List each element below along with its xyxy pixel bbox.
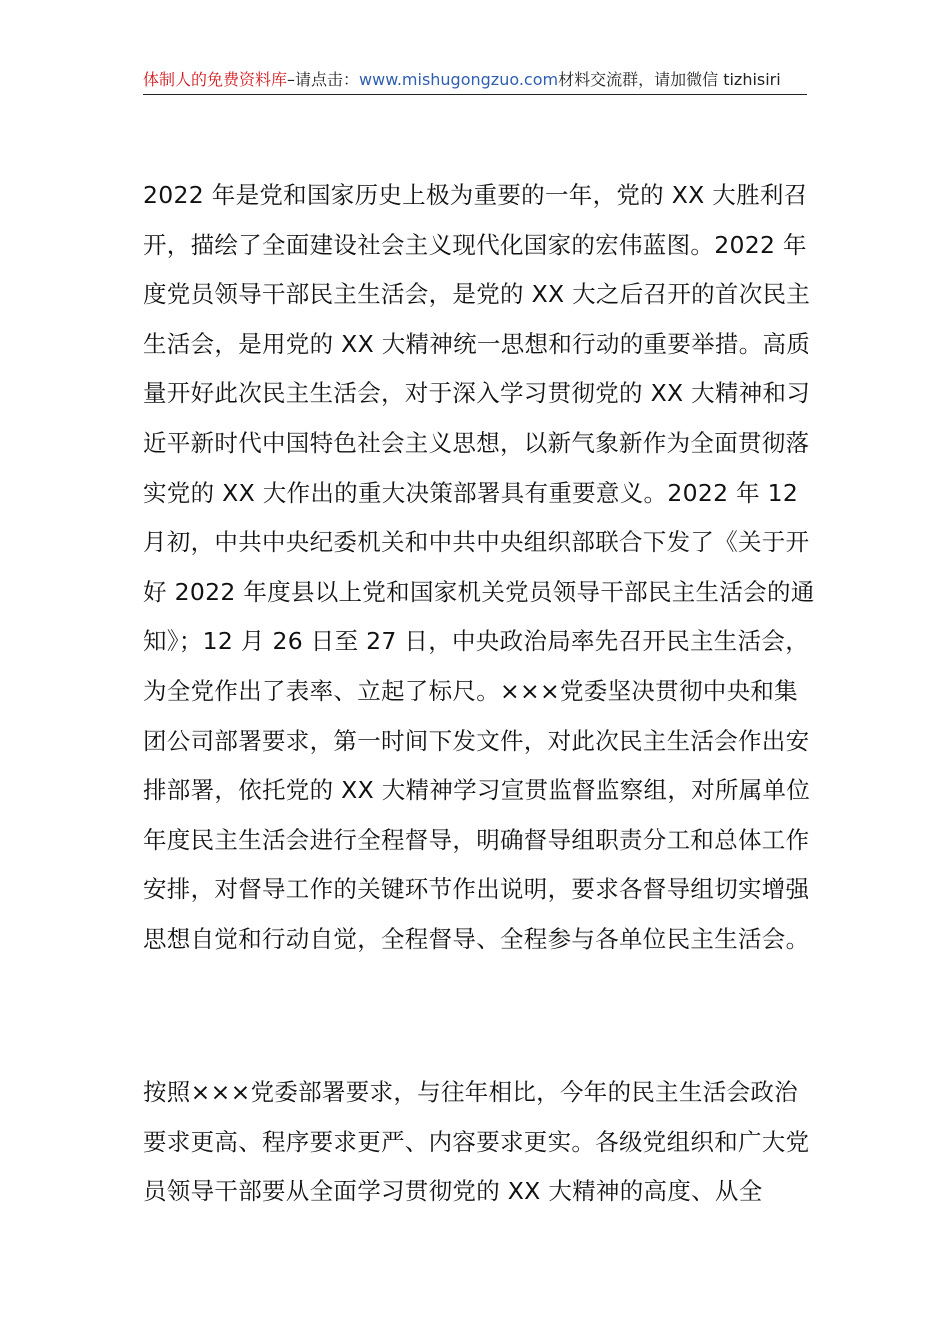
header-note: 材料交流群，请加微信 tizhisiri [558, 70, 781, 89]
header-website-link[interactable]: www.mishugongzuo.com [359, 70, 559, 89]
body-paragraph-2: 按照×××党委部署要求，与往年相比，今年的民主生活会政治要求更高、程序要求更严、内容要求更实。各级党组织和广大党员领导干部要从全面学习贯彻党的 XX 大精神的高度、从全 [143, 1078, 810, 1206]
page-header [143, 68, 807, 95]
header-prompt: –请点击： [287, 70, 360, 89]
body-paragraph-1: 2022 年是党和国家历史上极为重要的一年，党的 XX 大胜利召开，描绘了全面建设社会主义现代化国家的宏伟蓝图。2022 年度党员领导干部民主生活会，是党的 XX 大之后召开的首次民主生活会，是用党的 XX 大精神统一思想和行动的重要举措。高质量开好此次民主生活会，对于深入学习贯彻党的 XX 大精神和习近平新时代中国特色社会主义思想，以新气象新作为全面贯彻落实党的 XX 大作出的重大决策部署具有重要意义。2022 年 12 月初，中共中央纪委机关和中共中央组织部联合下发了《关于开好 2022 年度县以上党和国家机关党员领导干部民主生活会的通知》；12 月 26 日至 27 日，中央政治局率先召开民主生活会，为全党作出了表率、立起了标尺。×××党委坚决贯彻中央和集团公司部署要求，第一时间下发文件，对此次民主生活会作出安排部署，依托党的 XX 大精神学习宣贯监督监察组，对所属单位年度民主生活会进行全程督导，明确督导组职责分工和总体工作安排，对督导工作的关键环节作出说明，要求各督导组切实增强思想自觉和行动自觉，全程督导、全程参与各单位民主生活会。 [143, 181, 815, 953]
header-brand: 体制人的免费资料库 [143, 70, 288, 89]
